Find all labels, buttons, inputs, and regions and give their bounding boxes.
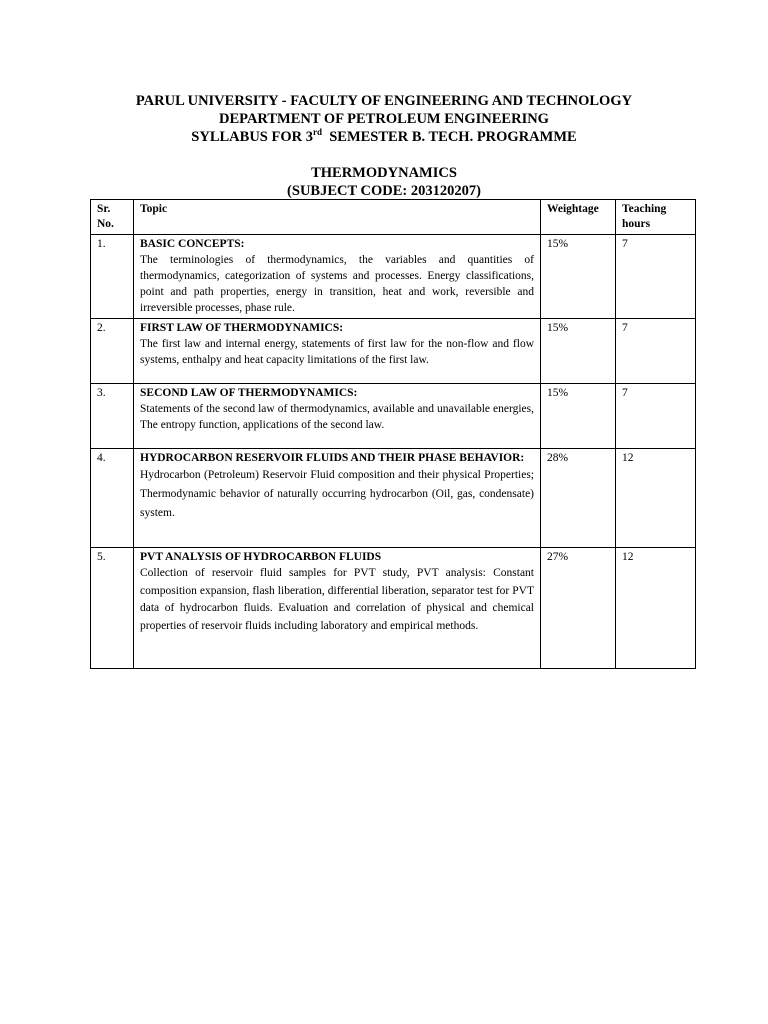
sr-no-cell: 4. [91,449,134,548]
table-row [91,319,696,384]
topic-cell [134,235,541,319]
syllabus-title [0,128,768,146]
topic-title: BASIC CONCEPTS: [140,238,245,250]
header-sr-no: Sr. No. [91,200,134,235]
topic-description: Statements of the second law of thermodynamics, available and unavailable energies, The entropy function, applications of the second law. [140,403,534,431]
weightage-cell: 15% [541,319,616,384]
weightage-cell: 15% [541,384,616,449]
header-teaching-hours: Teaching hours [616,200,696,235]
sr-no-cell: 2. [91,319,134,384]
topic-title: SECOND LAW OF THERMODYNAMICS: [140,387,358,399]
topic-cell [134,319,541,384]
document-header [0,92,768,200]
weightage-cell: 15% [541,235,616,319]
hours-cell: 7 [616,319,696,384]
table-row [91,235,696,319]
topic-cell [134,548,541,669]
syllabus-title-prefix: SYLLABUS FOR 3 [191,129,313,145]
table-row [91,384,696,449]
syllabus-title-suffix: SEMESTER B. TECH. PROGRAMME [321,129,577,145]
hours-cell: 7 [616,384,696,449]
topic-description: Hydrocarbon (Petroleum) Reservoir Fluid composition and their physical Properties; Thermodynamic behavior of naturally occurring hydrocarbon (Oil, gas, condensate) system. [140,469,534,519]
hours-cell: 12 [616,449,696,548]
topic-title: PVT ANALYSIS OF HYDROCARBON FLUIDS [140,551,382,563]
topic-description: The terminologies of thermodynamics, the variables and quantities of thermodynamics, categorization of systems and processes. Energy classifications, point and path properties, energy in transition, heat and work, reversible and irreversible processes, phase rule. [140,254,534,314]
topic-title: HYDROCARBON RESERVOIR FLUIDS AND THEIR PHASE BEHAVIOR: [140,452,525,464]
table-header-row [91,200,696,235]
table-row [91,548,696,669]
sr-no-cell: 1. [91,235,134,319]
header-weightage: Weightage [541,200,616,235]
header-topic: Topic [134,200,541,235]
subject-title: THERMODYNAMICS [311,165,457,181]
sr-no-cell: 3. [91,384,134,449]
topic-cell [134,384,541,449]
syllabus-table [90,199,696,669]
topic-description: The first law and internal energy, statements of first law for the non-flow and flow systems, enthalpy and heat capacity limitations of the first law. [140,338,534,366]
hours-cell: 7 [616,235,696,319]
university-title: PARUL UNIVERSITY - FACULTY OF ENGINEERING AND TECHNOLOGY [135,93,633,109]
hours-cell: 12 [616,548,696,669]
topic-description: Collection of reservoir fluid samples for PVT study, PVT analysis: Constant composition expansion, flash liberation, differential liberation, separator test for PVT data of hydrocarbon fluids. Evaluation and correlation of physical and chemical properties of reservoir fluids including laboratory and empirical methods. [140,567,534,632]
topic-title: FIRST LAW OF THERMODYNAMICS: [140,322,344,334]
ordinal-superscript: rd [312,127,322,138]
weightage-cell: 27% [541,548,616,669]
sr-no-cell: 5. [91,548,134,669]
department-title: DEPARTMENT OF PETROLEUM ENGINEERING [219,111,549,127]
subject-code: (SUBJECT CODE: 203120207) [287,183,481,199]
topic-cell [134,449,541,548]
table-row [91,449,696,548]
weightage-cell: 28% [541,449,616,548]
